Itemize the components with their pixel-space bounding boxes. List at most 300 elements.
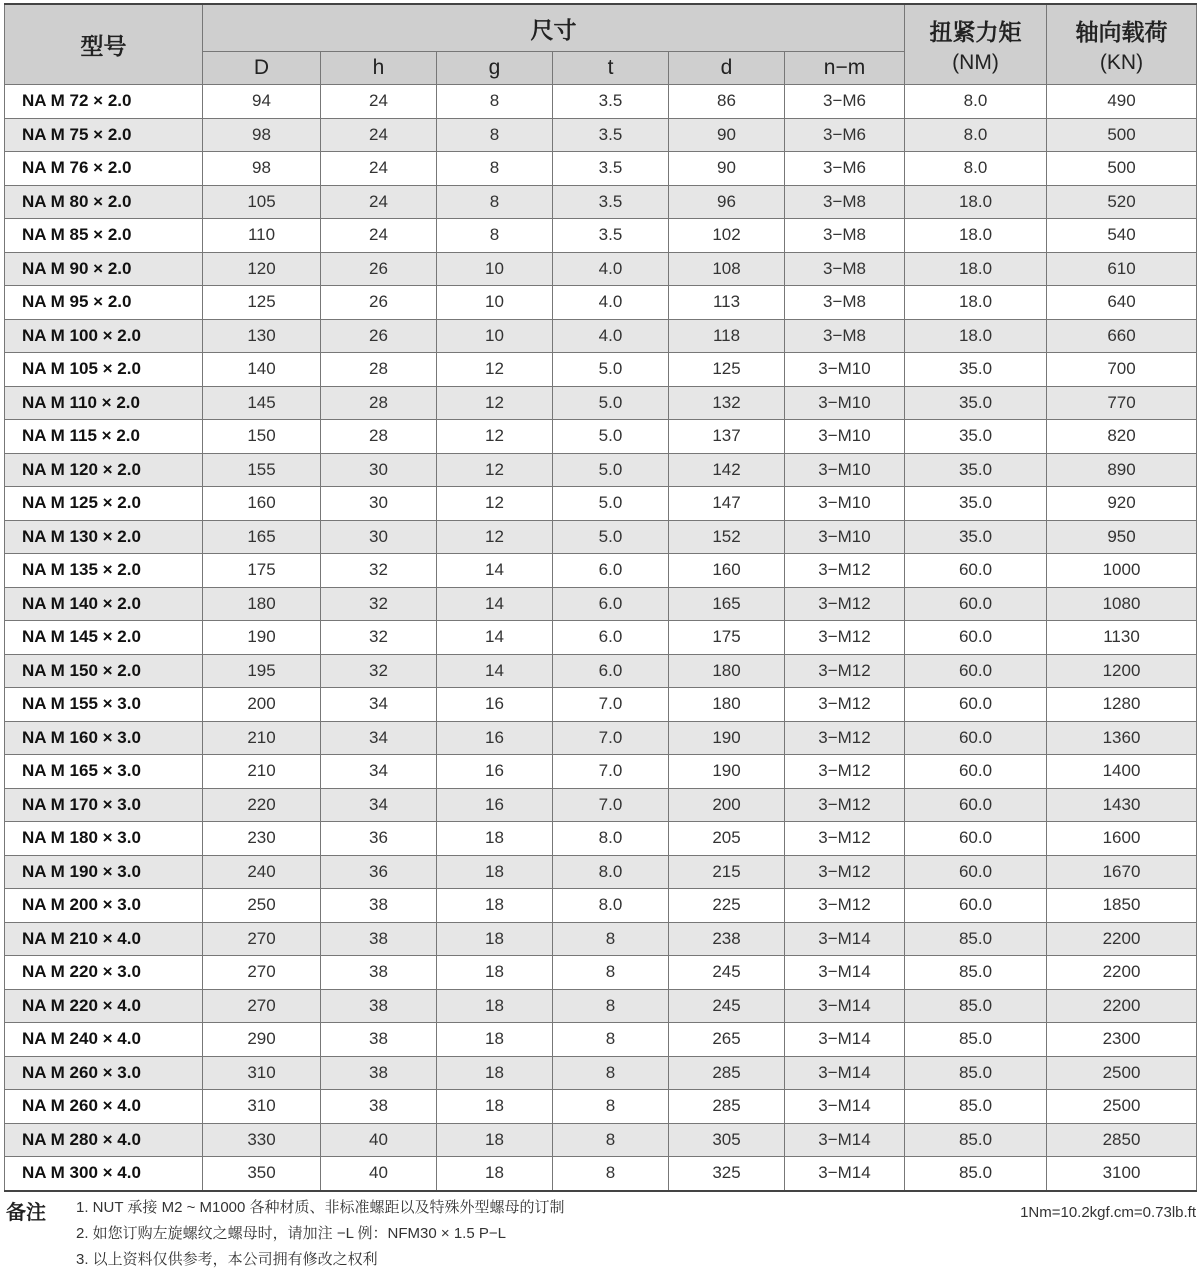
torque-cell: 60.0 bbox=[905, 621, 1047, 655]
n-m-cell: 3−M10 bbox=[785, 420, 905, 454]
g-cell: 10 bbox=[437, 319, 553, 353]
h-cell: 24 bbox=[321, 185, 437, 219]
torque-cell: 85.0 bbox=[905, 956, 1047, 990]
model-cell: NA M 80 × 2.0 bbox=[5, 185, 203, 219]
torque-cell: 60.0 bbox=[905, 755, 1047, 789]
h-cell: 38 bbox=[321, 1023, 437, 1057]
model-cell: NA M 120 × 2.0 bbox=[5, 453, 203, 487]
axial-load-cell: 920 bbox=[1047, 487, 1197, 521]
d-outer-cell: 250 bbox=[203, 889, 321, 923]
t-cell: 4.0 bbox=[553, 286, 669, 320]
model-cell: NA M 200 × 3.0 bbox=[5, 889, 203, 923]
axial-load-cell: 490 bbox=[1047, 85, 1197, 119]
g-cell: 12 bbox=[437, 353, 553, 387]
d-inner-cell: 238 bbox=[669, 922, 785, 956]
header-axial-load-unit: (KN) bbox=[1099, 51, 1144, 74]
torque-cell: 60.0 bbox=[905, 721, 1047, 755]
table-row bbox=[5, 922, 1197, 956]
d-outer-cell: 230 bbox=[203, 822, 321, 856]
n-m-cell: 3−M14 bbox=[785, 1157, 905, 1191]
torque-cell: 85.0 bbox=[905, 922, 1047, 956]
table-row bbox=[5, 185, 1197, 219]
d-inner-cell: 160 bbox=[669, 554, 785, 588]
d-inner-cell: 190 bbox=[669, 721, 785, 755]
d-outer-cell: 190 bbox=[203, 621, 321, 655]
g-cell: 18 bbox=[437, 989, 553, 1023]
g-cell: 12 bbox=[437, 420, 553, 454]
model-cell: NA M 155 × 3.0 bbox=[5, 688, 203, 722]
header-axial-load bbox=[1047, 4, 1197, 85]
h-cell: 28 bbox=[321, 386, 437, 420]
g-cell: 18 bbox=[437, 889, 553, 923]
table-row bbox=[5, 855, 1197, 889]
table-row bbox=[5, 319, 1197, 353]
h-cell: 26 bbox=[321, 286, 437, 320]
torque-cell: 18.0 bbox=[905, 286, 1047, 320]
g-cell: 14 bbox=[437, 654, 553, 688]
axial-load-cell: 1280 bbox=[1047, 688, 1197, 722]
t-cell: 7.0 bbox=[553, 755, 669, 789]
model-cell: NA M 160 × 3.0 bbox=[5, 721, 203, 755]
d-inner-cell: 137 bbox=[669, 420, 785, 454]
table-row bbox=[5, 587, 1197, 621]
n-m-cell: 3−M12 bbox=[785, 654, 905, 688]
d-inner-cell: 90 bbox=[669, 118, 785, 152]
g-cell: 8 bbox=[437, 85, 553, 119]
model-cell: NA M 300 × 4.0 bbox=[5, 1157, 203, 1191]
model-cell: NA M 170 × 3.0 bbox=[5, 788, 203, 822]
g-cell: 16 bbox=[437, 688, 553, 722]
torque-cell: 35.0 bbox=[905, 386, 1047, 420]
d-outer-cell: 150 bbox=[203, 420, 321, 454]
header-n-m: n−m bbox=[785, 52, 905, 85]
n-m-cell: 3−M8 bbox=[785, 286, 905, 320]
t-cell: 3.5 bbox=[553, 185, 669, 219]
h-cell: 30 bbox=[321, 453, 437, 487]
h-cell: 34 bbox=[321, 788, 437, 822]
g-cell: 18 bbox=[437, 1123, 553, 1157]
torque-cell: 85.0 bbox=[905, 1123, 1047, 1157]
g-cell: 18 bbox=[437, 855, 553, 889]
table-row bbox=[5, 219, 1197, 253]
model-cell: NA M 180 × 3.0 bbox=[5, 822, 203, 856]
h-cell: 34 bbox=[321, 721, 437, 755]
notes-list bbox=[76, 1198, 565, 1276]
h-cell: 32 bbox=[321, 587, 437, 621]
torque-cell: 60.0 bbox=[905, 822, 1047, 856]
d-outer-cell: 98 bbox=[203, 152, 321, 186]
d-outer-cell: 330 bbox=[203, 1123, 321, 1157]
d-inner-cell: 285 bbox=[669, 1056, 785, 1090]
axial-load-cell: 890 bbox=[1047, 453, 1197, 487]
table-row bbox=[5, 453, 1197, 487]
axial-load-cell: 1600 bbox=[1047, 822, 1197, 856]
h-cell: 34 bbox=[321, 755, 437, 789]
d-outer-cell: 105 bbox=[203, 185, 321, 219]
model-cell: NA M 95 × 2.0 bbox=[5, 286, 203, 320]
axial-load-cell: 2500 bbox=[1047, 1090, 1197, 1124]
g-cell: 14 bbox=[437, 621, 553, 655]
model-cell: NA M 130 × 2.0 bbox=[5, 520, 203, 554]
model-cell: NA M 75 × 2.0 bbox=[5, 118, 203, 152]
table-row bbox=[5, 85, 1197, 119]
n-m-cell: 3−M8 bbox=[785, 319, 905, 353]
torque-cell: 8.0 bbox=[905, 85, 1047, 119]
d-outer-cell: 210 bbox=[203, 755, 321, 789]
torque-cell: 60.0 bbox=[905, 889, 1047, 923]
spec-table bbox=[4, 3, 1197, 1192]
t-cell: 8 bbox=[553, 1123, 669, 1157]
table-row bbox=[5, 755, 1197, 789]
torque-cell: 18.0 bbox=[905, 185, 1047, 219]
d-outer-cell: 240 bbox=[203, 855, 321, 889]
table-row bbox=[5, 353, 1197, 387]
note-item: 1. NUT 承接 M2 ~ M1000 各种材质、非标准螺距以及特殊外型螺母的订制 bbox=[76, 1199, 565, 1216]
d-inner-cell: 180 bbox=[669, 688, 785, 722]
table-body bbox=[5, 85, 1197, 1191]
d-outer-cell: 220 bbox=[203, 788, 321, 822]
h-cell: 32 bbox=[321, 654, 437, 688]
t-cell: 3.5 bbox=[553, 219, 669, 253]
t-cell: 8.0 bbox=[553, 855, 669, 889]
torque-cell: 18.0 bbox=[905, 319, 1047, 353]
model-cell: NA M 210 × 4.0 bbox=[5, 922, 203, 956]
d-inner-cell: 200 bbox=[669, 788, 785, 822]
table-row bbox=[5, 989, 1197, 1023]
n-m-cell: 3−M12 bbox=[785, 721, 905, 755]
h-cell: 38 bbox=[321, 1090, 437, 1124]
axial-load-cell: 640 bbox=[1047, 286, 1197, 320]
h-cell: 30 bbox=[321, 520, 437, 554]
model-cell: NA M 115 × 2.0 bbox=[5, 420, 203, 454]
d-outer-cell: 310 bbox=[203, 1090, 321, 1124]
axial-load-cell: 1200 bbox=[1047, 654, 1197, 688]
h-cell: 24 bbox=[321, 85, 437, 119]
axial-load-cell: 2200 bbox=[1047, 922, 1197, 956]
d-outer-cell: 180 bbox=[203, 587, 321, 621]
g-cell: 8 bbox=[437, 219, 553, 253]
d-inner-cell: 90 bbox=[669, 152, 785, 186]
h-cell: 28 bbox=[321, 420, 437, 454]
torque-cell: 35.0 bbox=[905, 353, 1047, 387]
d-inner-cell: 305 bbox=[669, 1123, 785, 1157]
d-inner-cell: 265 bbox=[669, 1023, 785, 1057]
g-cell: 18 bbox=[437, 956, 553, 990]
d-inner-cell: 132 bbox=[669, 386, 785, 420]
table-row bbox=[5, 554, 1197, 588]
table-row bbox=[5, 420, 1197, 454]
torque-cell: 85.0 bbox=[905, 1056, 1047, 1090]
g-cell: 18 bbox=[437, 1023, 553, 1057]
h-cell: 34 bbox=[321, 688, 437, 722]
d-outer-cell: 145 bbox=[203, 386, 321, 420]
n-m-cell: 3−M8 bbox=[785, 219, 905, 253]
model-cell: NA M 220 × 3.0 bbox=[5, 956, 203, 990]
h-cell: 38 bbox=[321, 922, 437, 956]
d-outer-cell: 270 bbox=[203, 989, 321, 1023]
t-cell: 3.5 bbox=[553, 152, 669, 186]
d-outer-cell: 200 bbox=[203, 688, 321, 722]
d-inner-cell: 118 bbox=[669, 319, 785, 353]
h-cell: 38 bbox=[321, 956, 437, 990]
model-cell: NA M 190 × 3.0 bbox=[5, 855, 203, 889]
axial-load-cell: 660 bbox=[1047, 319, 1197, 353]
d-inner-cell: 205 bbox=[669, 822, 785, 856]
header-d-inner: d bbox=[669, 52, 785, 85]
torque-cell: 60.0 bbox=[905, 788, 1047, 822]
model-cell: NA M 140 × 2.0 bbox=[5, 587, 203, 621]
g-cell: 18 bbox=[437, 922, 553, 956]
n-m-cell: 3−M6 bbox=[785, 152, 905, 186]
d-inner-cell: 147 bbox=[669, 487, 785, 521]
g-cell: 8 bbox=[437, 152, 553, 186]
d-outer-cell: 120 bbox=[203, 252, 321, 286]
h-cell: 26 bbox=[321, 319, 437, 353]
model-cell: NA M 260 × 3.0 bbox=[5, 1056, 203, 1090]
t-cell: 3.5 bbox=[553, 118, 669, 152]
d-inner-cell: 165 bbox=[669, 587, 785, 621]
header-h: h bbox=[321, 52, 437, 85]
model-cell: NA M 220 × 4.0 bbox=[5, 989, 203, 1023]
table-row bbox=[5, 654, 1197, 688]
n-m-cell: 3−M14 bbox=[785, 1090, 905, 1124]
t-cell: 7.0 bbox=[553, 721, 669, 755]
n-m-cell: 3−M10 bbox=[785, 487, 905, 521]
n-m-cell: 3−M12 bbox=[785, 755, 905, 789]
header-model: 型号 bbox=[5, 4, 203, 85]
axial-load-cell: 2850 bbox=[1047, 1123, 1197, 1157]
n-m-cell: 3−M10 bbox=[785, 353, 905, 387]
h-cell: 38 bbox=[321, 889, 437, 923]
n-m-cell: 3−M14 bbox=[785, 1023, 905, 1057]
model-cell: NA M 110 × 2.0 bbox=[5, 386, 203, 420]
torque-cell: 35.0 bbox=[905, 520, 1047, 554]
d-outer-cell: 290 bbox=[203, 1023, 321, 1057]
d-inner-cell: 215 bbox=[669, 855, 785, 889]
torque-cell: 8.0 bbox=[905, 152, 1047, 186]
d-outer-cell: 110 bbox=[203, 219, 321, 253]
d-outer-cell: 165 bbox=[203, 520, 321, 554]
h-cell: 30 bbox=[321, 487, 437, 521]
axial-load-cell: 3100 bbox=[1047, 1157, 1197, 1191]
t-cell: 5.0 bbox=[553, 420, 669, 454]
t-cell: 8.0 bbox=[553, 889, 669, 923]
table-row bbox=[5, 1090, 1197, 1124]
axial-load-cell: 1000 bbox=[1047, 554, 1197, 588]
g-cell: 14 bbox=[437, 554, 553, 588]
n-m-cell: 3−M14 bbox=[785, 989, 905, 1023]
d-inner-cell: 113 bbox=[669, 286, 785, 320]
torque-cell: 35.0 bbox=[905, 453, 1047, 487]
d-inner-cell: 245 bbox=[669, 989, 785, 1023]
axial-load-cell: 1130 bbox=[1047, 621, 1197, 655]
h-cell: 40 bbox=[321, 1123, 437, 1157]
t-cell: 6.0 bbox=[553, 654, 669, 688]
h-cell: 32 bbox=[321, 554, 437, 588]
header-torque-unit: (NM) bbox=[952, 51, 999, 74]
n-m-cell: 3−M12 bbox=[785, 554, 905, 588]
torque-cell: 60.0 bbox=[905, 855, 1047, 889]
g-cell: 16 bbox=[437, 721, 553, 755]
axial-load-cell: 2300 bbox=[1047, 1023, 1197, 1057]
header-d-outer: D bbox=[203, 52, 321, 85]
d-outer-cell: 155 bbox=[203, 453, 321, 487]
axial-load-cell: 1080 bbox=[1047, 587, 1197, 621]
torque-cell: 60.0 bbox=[905, 654, 1047, 688]
n-m-cell: 3−M14 bbox=[785, 922, 905, 956]
model-cell: NA M 150 × 2.0 bbox=[5, 654, 203, 688]
d-outer-cell: 270 bbox=[203, 956, 321, 990]
table-row bbox=[5, 956, 1197, 990]
torque-cell: 18.0 bbox=[905, 252, 1047, 286]
n-m-cell: 3−M12 bbox=[785, 889, 905, 923]
table-row bbox=[5, 152, 1197, 186]
axial-load-cell: 520 bbox=[1047, 185, 1197, 219]
d-inner-cell: 96 bbox=[669, 185, 785, 219]
d-inner-cell: 142 bbox=[669, 453, 785, 487]
d-outer-cell: 98 bbox=[203, 118, 321, 152]
n-m-cell: 3−M12 bbox=[785, 788, 905, 822]
model-cell: NA M 260 × 4.0 bbox=[5, 1090, 203, 1124]
d-outer-cell: 195 bbox=[203, 654, 321, 688]
h-cell: 32 bbox=[321, 621, 437, 655]
axial-load-cell: 1850 bbox=[1047, 889, 1197, 923]
model-cell: NA M 125 × 2.0 bbox=[5, 487, 203, 521]
d-inner-cell: 86 bbox=[669, 85, 785, 119]
g-cell: 18 bbox=[437, 822, 553, 856]
t-cell: 8 bbox=[553, 1023, 669, 1057]
h-cell: 38 bbox=[321, 989, 437, 1023]
torque-cell: 85.0 bbox=[905, 1157, 1047, 1191]
t-cell: 8 bbox=[553, 956, 669, 990]
d-inner-cell: 225 bbox=[669, 889, 785, 923]
axial-load-cell: 1400 bbox=[1047, 755, 1197, 789]
n-m-cell: 3−M10 bbox=[785, 453, 905, 487]
axial-load-cell: 950 bbox=[1047, 520, 1197, 554]
torque-cell: 85.0 bbox=[905, 1090, 1047, 1124]
model-cell: NA M 135 × 2.0 bbox=[5, 554, 203, 588]
g-cell: 18 bbox=[437, 1056, 553, 1090]
d-outer-cell: 270 bbox=[203, 922, 321, 956]
model-cell: NA M 165 × 3.0 bbox=[5, 755, 203, 789]
model-cell: NA M 85 × 2.0 bbox=[5, 219, 203, 253]
axial-load-cell: 700 bbox=[1047, 353, 1197, 387]
table-row bbox=[5, 487, 1197, 521]
header-axial-load-label: 轴向载荷 bbox=[1075, 19, 1168, 45]
n-m-cell: 3−M8 bbox=[785, 185, 905, 219]
t-cell: 4.0 bbox=[553, 319, 669, 353]
t-cell: 3.5 bbox=[553, 85, 669, 119]
h-cell: 24 bbox=[321, 219, 437, 253]
table-row bbox=[5, 1023, 1197, 1057]
d-outer-cell: 160 bbox=[203, 487, 321, 521]
d-outer-cell: 125 bbox=[203, 286, 321, 320]
t-cell: 6.0 bbox=[553, 587, 669, 621]
t-cell: 5.0 bbox=[553, 453, 669, 487]
g-cell: 14 bbox=[437, 587, 553, 621]
table-row bbox=[5, 252, 1197, 286]
n-m-cell: 3−M10 bbox=[785, 520, 905, 554]
d-outer-cell: 350 bbox=[203, 1157, 321, 1191]
t-cell: 8 bbox=[553, 1056, 669, 1090]
axial-load-cell: 500 bbox=[1047, 118, 1197, 152]
t-cell: 5.0 bbox=[553, 487, 669, 521]
axial-load-cell: 820 bbox=[1047, 420, 1197, 454]
g-cell: 8 bbox=[437, 118, 553, 152]
d-inner-cell: 325 bbox=[669, 1157, 785, 1191]
axial-load-cell: 540 bbox=[1047, 219, 1197, 253]
n-m-cell: 3−M6 bbox=[785, 85, 905, 119]
axial-load-cell: 2500 bbox=[1047, 1056, 1197, 1090]
h-cell: 40 bbox=[321, 1157, 437, 1191]
t-cell: 5.0 bbox=[553, 520, 669, 554]
t-cell: 4.0 bbox=[553, 252, 669, 286]
header-torque-label: 扭紧力矩 bbox=[929, 19, 1022, 45]
h-cell: 38 bbox=[321, 1056, 437, 1090]
h-cell: 24 bbox=[321, 152, 437, 186]
header-torque bbox=[905, 4, 1047, 85]
t-cell: 6.0 bbox=[553, 554, 669, 588]
t-cell: 7.0 bbox=[553, 688, 669, 722]
header-t: t bbox=[553, 52, 669, 85]
n-m-cell: 3−M12 bbox=[785, 587, 905, 621]
header-g: g bbox=[437, 52, 553, 85]
notes-title: 备注 bbox=[6, 1202, 46, 1224]
d-inner-cell: 102 bbox=[669, 219, 785, 253]
h-cell: 24 bbox=[321, 118, 437, 152]
model-cell: NA M 100 × 2.0 bbox=[5, 319, 203, 353]
model-cell: NA M 145 × 2.0 bbox=[5, 621, 203, 655]
table-row bbox=[5, 1056, 1197, 1090]
d-inner-cell: 180 bbox=[669, 654, 785, 688]
model-cell: NA M 240 × 4.0 bbox=[5, 1023, 203, 1057]
n-m-cell: 3−M6 bbox=[785, 118, 905, 152]
axial-load-cell: 2200 bbox=[1047, 989, 1197, 1023]
n-m-cell: 3−M10 bbox=[785, 386, 905, 420]
t-cell: 6.0 bbox=[553, 621, 669, 655]
table-row bbox=[5, 118, 1197, 152]
d-outer-cell: 210 bbox=[203, 721, 321, 755]
t-cell: 7.0 bbox=[553, 788, 669, 822]
n-m-cell: 3−M14 bbox=[785, 1123, 905, 1157]
n-m-cell: 3−M14 bbox=[785, 1056, 905, 1090]
table-row bbox=[5, 520, 1197, 554]
t-cell: 8.0 bbox=[553, 822, 669, 856]
t-cell: 5.0 bbox=[553, 353, 669, 387]
model-cell: NA M 72 × 2.0 bbox=[5, 85, 203, 119]
d-outer-cell: 175 bbox=[203, 554, 321, 588]
axial-load-cell: 1360 bbox=[1047, 721, 1197, 755]
axial-load-cell: 610 bbox=[1047, 252, 1197, 286]
t-cell: 8 bbox=[553, 1157, 669, 1191]
table-row bbox=[5, 721, 1197, 755]
n-m-cell: 3−M14 bbox=[785, 956, 905, 990]
model-cell: NA M 280 × 4.0 bbox=[5, 1123, 203, 1157]
g-cell: 12 bbox=[437, 520, 553, 554]
torque-cell: 8.0 bbox=[905, 118, 1047, 152]
model-cell: NA M 90 × 2.0 bbox=[5, 252, 203, 286]
torque-cell: 18.0 bbox=[905, 219, 1047, 253]
axial-load-cell: 1670 bbox=[1047, 855, 1197, 889]
axial-load-cell: 500 bbox=[1047, 152, 1197, 186]
h-cell: 26 bbox=[321, 252, 437, 286]
g-cell: 18 bbox=[437, 1157, 553, 1191]
n-m-cell: 3−M12 bbox=[785, 688, 905, 722]
n-m-cell: 3−M12 bbox=[785, 621, 905, 655]
t-cell: 8 bbox=[553, 1090, 669, 1124]
t-cell: 8 bbox=[553, 922, 669, 956]
t-cell: 5.0 bbox=[553, 386, 669, 420]
